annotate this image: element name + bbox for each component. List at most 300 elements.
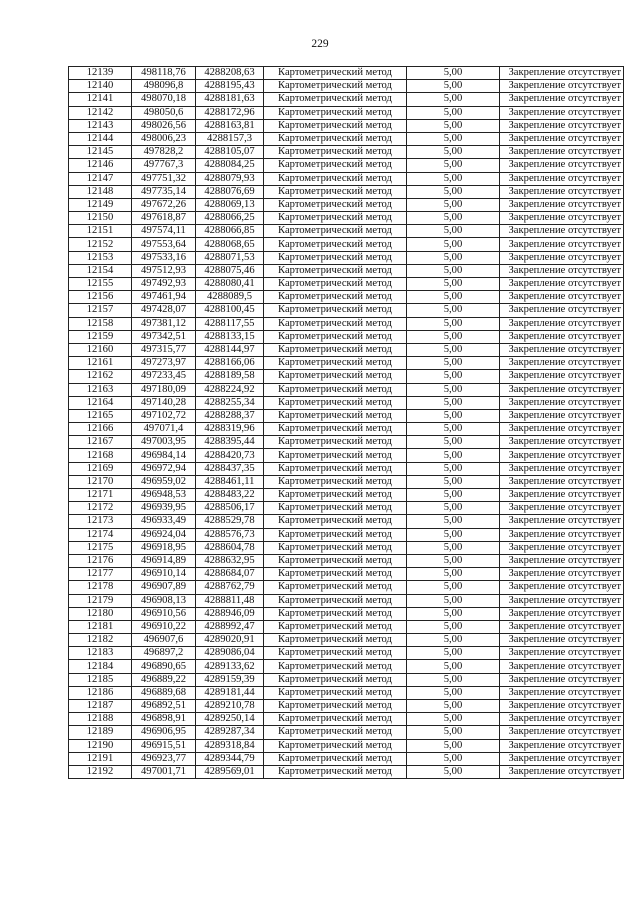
x-coordinate-cell: 497618,87 (132, 212, 196, 225)
table-row (69, 489, 624, 502)
table-row (69, 475, 624, 488)
x-coordinate-cell: 496933,49 (132, 515, 196, 528)
fixing-cell: Закрепление отсутствует (500, 700, 624, 713)
fixing-cell: Закрепление отсутствует (500, 212, 624, 225)
fixing-cell: Закрепление отсутствует (500, 409, 624, 422)
fixing-cell: Закрепление отсутствует (500, 673, 624, 686)
point-id-cell: 12151 (69, 225, 132, 238)
x-coordinate-cell: 496924,04 (132, 528, 196, 541)
x-coordinate-cell: 497533,16 (132, 251, 196, 264)
x-coordinate-cell: 497180,09 (132, 383, 196, 396)
y-coordinate-cell: 4288157,3 (196, 132, 264, 145)
fixing-cell: Закрепление отсутствует (500, 436, 624, 449)
table-row (69, 502, 624, 515)
x-coordinate-cell: 498026,56 (132, 119, 196, 132)
x-coordinate-cell: 498096,8 (132, 80, 196, 93)
table-row (69, 634, 624, 647)
method-cell: Картометрический метод (264, 489, 407, 502)
point-id-cell: 12188 (69, 713, 132, 726)
method-cell: Картометрический метод (264, 686, 407, 699)
y-coordinate-cell: 4288506,17 (196, 502, 264, 515)
table-row (69, 700, 624, 713)
point-id-cell: 12167 (69, 436, 132, 449)
table-row (69, 726, 624, 739)
fixing-cell: Закрепление отсутствует (500, 383, 624, 396)
point-id-cell: 12191 (69, 752, 132, 765)
method-cell: Картометрический метод (264, 409, 407, 422)
point-id-cell: 12160 (69, 343, 132, 356)
fixing-cell: Закрепление отсутствует (500, 634, 624, 647)
x-coordinate-cell: 497102,72 (132, 409, 196, 422)
point-id-cell: 12166 (69, 423, 132, 436)
point-id-cell: 12168 (69, 449, 132, 462)
x-coordinate-cell: 497672,26 (132, 198, 196, 211)
fixing-cell: Закрепление отсутствует (500, 343, 624, 356)
table-row (69, 594, 624, 607)
method-cell: Картометрический метод (264, 198, 407, 211)
y-coordinate-cell: 4288068,65 (196, 238, 264, 251)
fixing-cell: Закрепление отсутствует (500, 502, 624, 515)
fixing-cell: Закрепление отсутствует (500, 528, 624, 541)
point-id-cell: 12142 (69, 106, 132, 119)
point-id-cell: 12174 (69, 528, 132, 541)
y-coordinate-cell: 4288208,63 (196, 67, 264, 80)
x-coordinate-cell: 496908,13 (132, 594, 196, 607)
y-coordinate-cell: 4288189,58 (196, 370, 264, 383)
method-cell: Картометрический метод (264, 449, 407, 462)
method-cell: Картометрический метод (264, 607, 407, 620)
table-row (69, 317, 624, 330)
coordinates-table (68, 66, 624, 779)
x-coordinate-cell: 496910,14 (132, 568, 196, 581)
point-id-cell: 12181 (69, 620, 132, 633)
precision-cell: 5,00 (407, 713, 500, 726)
x-coordinate-cell: 496907,6 (132, 634, 196, 647)
method-cell: Картометрический метод (264, 620, 407, 633)
table-row (69, 541, 624, 554)
point-id-cell: 12149 (69, 198, 132, 211)
y-coordinate-cell: 4288483,22 (196, 489, 264, 502)
point-id-cell: 12173 (69, 515, 132, 528)
y-coordinate-cell: 4289287,34 (196, 726, 264, 739)
precision-cell: 5,00 (407, 396, 500, 409)
precision-cell: 5,00 (407, 409, 500, 422)
x-coordinate-cell: 498118,76 (132, 67, 196, 80)
method-cell: Картометрический метод (264, 700, 407, 713)
y-coordinate-cell: 4288100,45 (196, 304, 264, 317)
fixing-cell: Закрепление отсутствует (500, 251, 624, 264)
point-id-cell: 12177 (69, 568, 132, 581)
method-cell: Картометрический метод (264, 357, 407, 370)
y-coordinate-cell: 4288163,81 (196, 119, 264, 132)
y-coordinate-cell: 4289569,01 (196, 765, 264, 778)
precision-cell: 5,00 (407, 370, 500, 383)
point-id-cell: 12145 (69, 146, 132, 159)
table-row (69, 370, 624, 383)
fixing-cell: Закрепление отсутствует (500, 647, 624, 660)
x-coordinate-cell: 496984,14 (132, 449, 196, 462)
precision-cell: 5,00 (407, 423, 500, 436)
y-coordinate-cell: 4288117,55 (196, 317, 264, 330)
precision-cell: 5,00 (407, 278, 500, 291)
table-row (69, 198, 624, 211)
table-row (69, 225, 624, 238)
y-coordinate-cell: 4289344,79 (196, 752, 264, 765)
y-coordinate-cell: 4288288,37 (196, 409, 264, 422)
table-row (69, 739, 624, 752)
fixing-cell: Закрепление отсутствует (500, 132, 624, 145)
precision-cell: 5,00 (407, 581, 500, 594)
method-cell: Картометрический метод (264, 423, 407, 436)
table-row (69, 383, 624, 396)
point-id-cell: 12146 (69, 159, 132, 172)
table-row (69, 673, 624, 686)
table-row (69, 620, 624, 633)
y-coordinate-cell: 4288529,78 (196, 515, 264, 528)
fixing-cell: Закрепление отсутствует (500, 765, 624, 778)
x-coordinate-cell: 496889,68 (132, 686, 196, 699)
fixing-cell: Закрепление отсутствует (500, 554, 624, 567)
method-cell: Картометрический метод (264, 660, 407, 673)
point-id-cell: 12165 (69, 409, 132, 422)
method-cell: Картометрический метод (264, 436, 407, 449)
method-cell: Картометрический метод (264, 502, 407, 515)
y-coordinate-cell: 4289318,84 (196, 739, 264, 752)
fixing-cell: Закрепление отсутствует (500, 172, 624, 185)
x-coordinate-cell: 496923,77 (132, 752, 196, 765)
precision-cell: 5,00 (407, 330, 500, 343)
table-row (69, 515, 624, 528)
y-coordinate-cell: 4288461,11 (196, 475, 264, 488)
method-cell: Картометрический метод (264, 278, 407, 291)
table-row (69, 238, 624, 251)
precision-cell: 5,00 (407, 647, 500, 660)
x-coordinate-cell: 497233,45 (132, 370, 196, 383)
fixing-cell: Закрепление отсутствует (500, 449, 624, 462)
x-coordinate-cell: 497553,64 (132, 238, 196, 251)
x-coordinate-cell: 497003,95 (132, 436, 196, 449)
x-coordinate-cell: 497273,97 (132, 357, 196, 370)
fixing-cell: Закрепление отсутствует (500, 607, 624, 620)
y-coordinate-cell: 4288632,95 (196, 554, 264, 567)
point-id-cell: 12144 (69, 132, 132, 145)
y-coordinate-cell: 4289020,91 (196, 634, 264, 647)
fixing-cell: Закрепление отсутствует (500, 423, 624, 436)
y-coordinate-cell: 4288181,63 (196, 93, 264, 106)
x-coordinate-cell: 497071,4 (132, 423, 196, 436)
y-coordinate-cell: 4288166,06 (196, 357, 264, 370)
precision-cell: 5,00 (407, 67, 500, 80)
precision-cell: 5,00 (407, 146, 500, 159)
x-coordinate-cell: 497574,11 (132, 225, 196, 238)
x-coordinate-cell: 496915,51 (132, 739, 196, 752)
y-coordinate-cell: 4288066,85 (196, 225, 264, 238)
fixing-cell: Закрепление отсутствует (500, 291, 624, 304)
x-coordinate-cell: 496906,95 (132, 726, 196, 739)
x-coordinate-cell: 496914,89 (132, 554, 196, 567)
method-cell: Картометрический метод (264, 146, 407, 159)
method-cell: Картометрический метод (264, 752, 407, 765)
y-coordinate-cell: 4288395,44 (196, 436, 264, 449)
table-row (69, 581, 624, 594)
fixing-cell: Закрепление отсутствует (500, 620, 624, 633)
precision-cell: 5,00 (407, 225, 500, 238)
y-coordinate-cell: 4288684,07 (196, 568, 264, 581)
method-cell: Картометрический метод (264, 238, 407, 251)
precision-cell: 5,00 (407, 172, 500, 185)
fixing-cell: Закрепление отсутствует (500, 739, 624, 752)
table-row (69, 264, 624, 277)
x-coordinate-cell: 497342,51 (132, 330, 196, 343)
x-coordinate-cell: 496959,02 (132, 475, 196, 488)
method-cell: Картометрический метод (264, 647, 407, 660)
precision-cell: 5,00 (407, 739, 500, 752)
y-coordinate-cell: 4288224,92 (196, 383, 264, 396)
method-cell: Картометрический метод (264, 304, 407, 317)
method-cell: Картометрический метод (264, 528, 407, 541)
point-id-cell: 12159 (69, 330, 132, 343)
x-coordinate-cell: 497492,93 (132, 278, 196, 291)
method-cell: Картометрический метод (264, 739, 407, 752)
x-coordinate-cell: 497751,32 (132, 172, 196, 185)
fixing-cell: Закрепление отсутствует (500, 462, 624, 475)
precision-cell: 5,00 (407, 291, 500, 304)
y-coordinate-cell: 4288084,25 (196, 159, 264, 172)
table-row (69, 304, 624, 317)
y-coordinate-cell: 4288076,69 (196, 185, 264, 198)
point-id-cell: 12192 (69, 765, 132, 778)
y-coordinate-cell: 4289133,62 (196, 660, 264, 673)
y-coordinate-cell: 4289159,39 (196, 673, 264, 686)
method-cell: Картометрический метод (264, 264, 407, 277)
point-id-cell: 12171 (69, 489, 132, 502)
precision-cell: 5,00 (407, 634, 500, 647)
point-id-cell: 12182 (69, 634, 132, 647)
method-cell: Картометрический метод (264, 185, 407, 198)
table-row (69, 251, 624, 264)
table-row (69, 686, 624, 699)
y-coordinate-cell: 4288195,43 (196, 80, 264, 93)
point-id-cell: 12187 (69, 700, 132, 713)
point-id-cell: 12147 (69, 172, 132, 185)
precision-cell: 5,00 (407, 528, 500, 541)
table-row (69, 67, 624, 80)
precision-cell: 5,00 (407, 119, 500, 132)
precision-cell: 5,00 (407, 212, 500, 225)
y-coordinate-cell: 4288420,73 (196, 449, 264, 462)
table-row (69, 436, 624, 449)
table-row (69, 528, 624, 541)
precision-cell: 5,00 (407, 765, 500, 778)
fixing-cell: Закрепление отсутствует (500, 238, 624, 251)
x-coordinate-cell: 497001,71 (132, 765, 196, 778)
point-id-cell: 12156 (69, 291, 132, 304)
point-id-cell: 12184 (69, 660, 132, 673)
precision-cell: 5,00 (407, 462, 500, 475)
x-coordinate-cell: 497828,2 (132, 146, 196, 159)
precision-cell: 5,00 (407, 660, 500, 673)
point-id-cell: 12139 (69, 67, 132, 80)
precision-cell: 5,00 (407, 185, 500, 198)
point-id-cell: 12172 (69, 502, 132, 515)
x-coordinate-cell: 497767,3 (132, 159, 196, 172)
x-coordinate-cell: 496972,94 (132, 462, 196, 475)
table-row (69, 554, 624, 567)
table-row (69, 172, 624, 185)
point-id-cell: 12143 (69, 119, 132, 132)
fixing-cell: Закрепление отсутствует (500, 660, 624, 673)
table-row (69, 93, 624, 106)
y-coordinate-cell: 4288066,25 (196, 212, 264, 225)
table-row (69, 185, 624, 198)
precision-cell: 5,00 (407, 449, 500, 462)
fixing-cell: Закрепление отсутствует (500, 185, 624, 198)
table-row (69, 607, 624, 620)
y-coordinate-cell: 4289086,04 (196, 647, 264, 660)
precision-cell: 5,00 (407, 251, 500, 264)
point-id-cell: 12148 (69, 185, 132, 198)
table-row (69, 159, 624, 172)
method-cell: Картометрический метод (264, 726, 407, 739)
fixing-cell: Закрепление отсутствует (500, 581, 624, 594)
precision-cell: 5,00 (407, 554, 500, 567)
method-cell: Картометрический метод (264, 225, 407, 238)
x-coordinate-cell: 498050,6 (132, 106, 196, 119)
y-coordinate-cell: 4288946,09 (196, 607, 264, 620)
x-coordinate-cell: 496898,91 (132, 713, 196, 726)
fixing-cell: Закрепление отсутствует (500, 198, 624, 211)
fixing-cell: Закрепление отсутствует (500, 146, 624, 159)
point-id-cell: 12161 (69, 357, 132, 370)
precision-cell: 5,00 (407, 502, 500, 515)
y-coordinate-cell: 4288080,41 (196, 278, 264, 291)
precision-cell: 5,00 (407, 264, 500, 277)
x-coordinate-cell: 496948,53 (132, 489, 196, 502)
x-coordinate-cell: 496897,2 (132, 647, 196, 660)
table-row (69, 291, 624, 304)
x-coordinate-cell: 496907,89 (132, 581, 196, 594)
method-cell: Картометрический метод (264, 172, 407, 185)
table-row (69, 330, 624, 343)
x-coordinate-cell: 498006,23 (132, 132, 196, 145)
precision-cell: 5,00 (407, 317, 500, 330)
fixing-cell: Закрепление отсутствует (500, 317, 624, 330)
method-cell: Картометрический метод (264, 568, 407, 581)
method-cell: Картометрический метод (264, 475, 407, 488)
table-row (69, 119, 624, 132)
fixing-cell: Закрепление отсутствует (500, 119, 624, 132)
y-coordinate-cell: 4288105,07 (196, 146, 264, 159)
fixing-cell: Закрепление отсутствует (500, 541, 624, 554)
precision-cell: 5,00 (407, 304, 500, 317)
fixing-cell: Закрепление отсутствует (500, 304, 624, 317)
method-cell: Картометрический метод (264, 106, 407, 119)
y-coordinate-cell: 4288437,35 (196, 462, 264, 475)
point-id-cell: 12169 (69, 462, 132, 475)
table-row (69, 647, 624, 660)
fixing-cell: Закрепление отсутствует (500, 370, 624, 383)
table-row (69, 449, 624, 462)
fixing-cell: Закрепление отсутствует (500, 278, 624, 291)
y-coordinate-cell: 4288319,96 (196, 423, 264, 436)
x-coordinate-cell: 497428,07 (132, 304, 196, 317)
precision-cell: 5,00 (407, 238, 500, 251)
table-row (69, 278, 624, 291)
point-id-cell: 12163 (69, 383, 132, 396)
point-id-cell: 12152 (69, 238, 132, 251)
precision-cell: 5,00 (407, 436, 500, 449)
precision-cell: 5,00 (407, 80, 500, 93)
y-coordinate-cell: 4288762,79 (196, 581, 264, 594)
fixing-cell: Закрепление отсутствует (500, 106, 624, 119)
page-number: 229 (311, 38, 329, 50)
method-cell: Картометрический метод (264, 119, 407, 132)
method-cell: Картометрический метод (264, 370, 407, 383)
fixing-cell: Закрепление отсутствует (500, 93, 624, 106)
fixing-cell: Закрепление отсутствует (500, 594, 624, 607)
fixing-cell: Закрепление отсутствует (500, 752, 624, 765)
method-cell: Картометрический метод (264, 554, 407, 567)
method-cell: Картометрический метод (264, 713, 407, 726)
table-row (69, 752, 624, 765)
point-id-cell: 12176 (69, 554, 132, 567)
y-coordinate-cell: 4289250,14 (196, 713, 264, 726)
method-cell: Картометрический метод (264, 541, 407, 554)
x-coordinate-cell: 496910,56 (132, 607, 196, 620)
table-row (69, 132, 624, 145)
precision-cell: 5,00 (407, 343, 500, 356)
method-cell: Картометрический метод (264, 383, 407, 396)
method-cell: Картометрический метод (264, 159, 407, 172)
point-id-cell: 12164 (69, 396, 132, 409)
method-cell: Картометрический метод (264, 765, 407, 778)
fixing-cell: Закрепление отсутствует (500, 686, 624, 699)
point-id-cell: 12154 (69, 264, 132, 277)
y-coordinate-cell: 4288133,15 (196, 330, 264, 343)
precision-cell: 5,00 (407, 475, 500, 488)
table-row (69, 343, 624, 356)
precision-cell: 5,00 (407, 607, 500, 620)
method-cell: Картометрический метод (264, 462, 407, 475)
point-id-cell: 12179 (69, 594, 132, 607)
table-row (69, 106, 624, 119)
method-cell: Картометрический метод (264, 330, 407, 343)
fixing-cell: Закрепление отсутствует (500, 713, 624, 726)
x-coordinate-cell: 497315,77 (132, 343, 196, 356)
method-cell: Картометрический метод (264, 515, 407, 528)
fixing-cell: Закрепление отсутствует (500, 67, 624, 80)
table-row (69, 146, 624, 159)
fixing-cell: Закрепление отсутствует (500, 568, 624, 581)
fixing-cell: Закрепление отсутствует (500, 726, 624, 739)
precision-cell: 5,00 (407, 686, 500, 699)
x-coordinate-cell: 496939,95 (132, 502, 196, 515)
point-id-cell: 12157 (69, 304, 132, 317)
precision-cell: 5,00 (407, 383, 500, 396)
fixing-cell: Закрепление отсутствует (500, 225, 624, 238)
fixing-cell: Закрепление отсутствует (500, 159, 624, 172)
table-row (69, 357, 624, 370)
precision-cell: 5,00 (407, 357, 500, 370)
y-coordinate-cell: 4289210,78 (196, 700, 264, 713)
fixing-cell: Закрепление отсутствует (500, 357, 624, 370)
y-coordinate-cell: 4288075,46 (196, 264, 264, 277)
x-coordinate-cell: 498070,18 (132, 93, 196, 106)
x-coordinate-cell: 497512,93 (132, 264, 196, 277)
precision-cell: 5,00 (407, 568, 500, 581)
point-id-cell: 12155 (69, 278, 132, 291)
precision-cell: 5,00 (407, 752, 500, 765)
